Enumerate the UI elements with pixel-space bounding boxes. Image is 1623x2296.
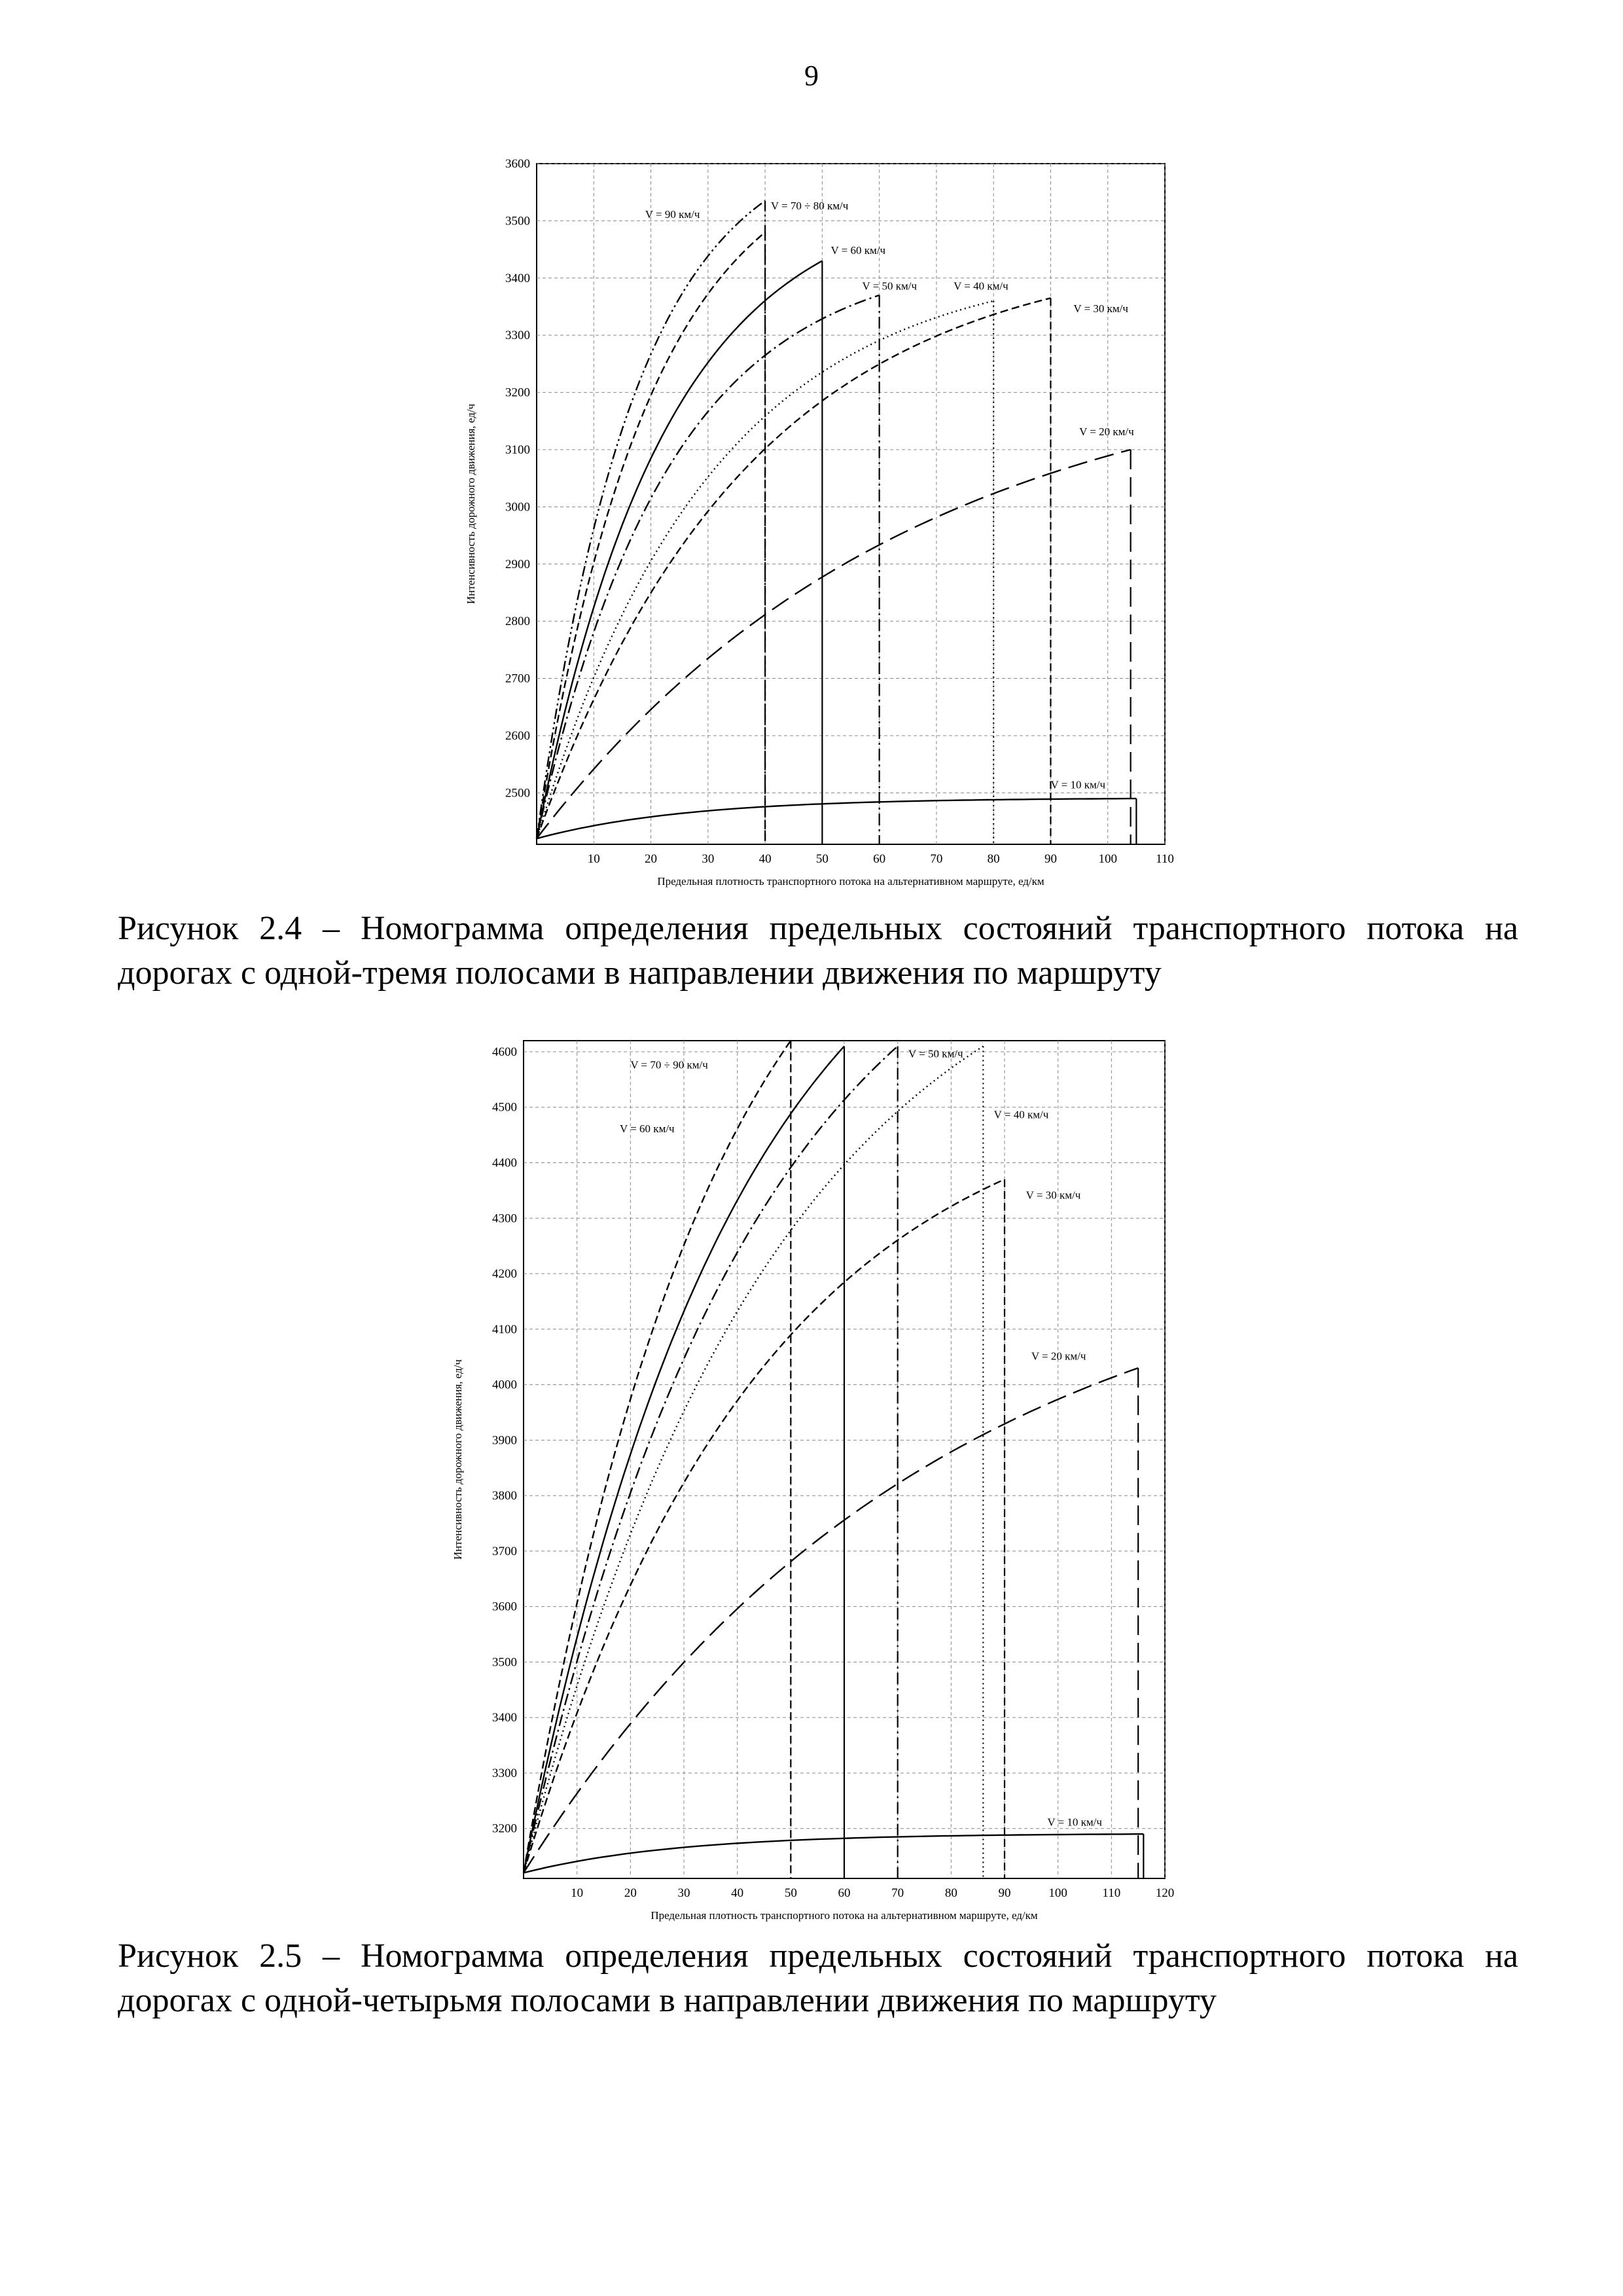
series-label: V = 50 км/ч	[862, 279, 918, 293]
page-number: 9	[804, 60, 819, 92]
y-tick-label: 4500	[492, 1100, 517, 1115]
series-curve	[524, 1047, 898, 1873]
series-label: V = 10 км/ч	[1050, 778, 1106, 791]
series-curve	[524, 1834, 1143, 1873]
y-tick-label: 4400	[492, 1156, 517, 1170]
y-tick-label: 3200	[492, 1821, 517, 1836]
y-tick-label: 2700	[505, 672, 530, 686]
y-tick-label: 3300	[505, 329, 530, 343]
series-label: V = 60 км/ч	[620, 1122, 675, 1135]
y-tick-label: 4600	[492, 1045, 517, 1059]
x-tick-label: 40	[731, 1886, 744, 1900]
y-tick-label: 2900	[505, 557, 530, 571]
y-tick-label: 3100	[505, 442, 530, 457]
x-tick-label: 90	[1044, 852, 1057, 866]
series-label: V = 50 км/ч	[908, 1047, 963, 1060]
series-label: V = 10 км/ч	[1047, 1816, 1102, 1829]
x-tick-label: 50	[784, 1886, 797, 1900]
y-tick-label: 2800	[505, 615, 530, 629]
x-tick-label: 70	[930, 852, 943, 866]
y-tick-label: 4100	[492, 1322, 517, 1336]
x-tick-label: 10	[571, 1886, 584, 1900]
x-axis-label: Предельная плотность транспортного потока на альтернативном маршруте, ед/км	[657, 875, 1044, 888]
series-label: V = 90 км/ч	[645, 208, 700, 221]
y-tick-label: 3900	[492, 1433, 517, 1448]
series-label: V = 30 км/ч	[1026, 1189, 1081, 1202]
y-tick-label: 3000	[505, 500, 530, 514]
nomogram-chart-1	[445, 151, 1178, 916]
x-tick-label: 110	[1102, 1886, 1121, 1900]
x-tick-label: 20	[624, 1886, 637, 1900]
x-tick-label: 100	[1048, 1886, 1067, 1900]
series-label: V = 30 км/ч	[1073, 302, 1128, 315]
series-label: V = 70 ÷ 80 км/ч	[770, 199, 849, 212]
figure-caption-2-4: Рисунок 2.4 – Номограмма определения предельных состояний транспортного потока на дорогах с одной-тремя полосами в направлении движения по маршруту	[118, 910, 1518, 992]
series-label: V = 20 км/ч	[1031, 1350, 1086, 1363]
nomogram-chart-2	[445, 1028, 1178, 1931]
x-tick-label: 70	[891, 1886, 904, 1900]
x-tick-label: 60	[838, 1886, 851, 1900]
x-tick-label: 30	[702, 852, 715, 866]
series-curve	[537, 298, 1051, 838]
series-curve	[537, 798, 1136, 838]
y-tick-label: 3500	[505, 214, 530, 228]
series-curve	[537, 450, 1131, 838]
series-label: V = 20 км/ч	[1079, 425, 1134, 439]
y-tick-label: 2600	[505, 728, 530, 743]
x-tick-label: 100	[1098, 852, 1117, 866]
y-tick-label: 3400	[492, 1711, 517, 1725]
x-tick-label: 40	[758, 852, 772, 866]
y-tick-label: 3300	[492, 1766, 517, 1780]
y-tick-label: 3200	[505, 386, 530, 400]
y-tick-label: 3400	[505, 271, 530, 285]
y-tick-label: 4300	[492, 1211, 517, 1226]
y-tick-label: 3600	[505, 157, 530, 171]
x-tick-label: 30	[677, 1886, 690, 1900]
x-tick-label: 10	[587, 852, 600, 866]
figure-caption-2-5: Рисунок 2.5 – Номограмма определения предельных состояний транспортного потока на дорогах с одной-четырьмя полосами в направлении движения по маршруту	[118, 1937, 1518, 2019]
y-tick-label: 3700	[492, 1544, 517, 1558]
y-axis-label: Интенсивность дорожного движения, ед/ч	[452, 1359, 464, 1560]
series-label: V = 60 км/ч	[830, 244, 886, 257]
y-tick-label: 2500	[505, 786, 530, 800]
y-tick-label: 3500	[492, 1655, 517, 1670]
y-tick-label: 3600	[492, 1600, 517, 1614]
y-tick-label: 4000	[492, 1378, 517, 1392]
y-axis-label: Интенсивность дорожного движения, ед/ч	[465, 403, 477, 605]
x-tick-label: 80	[987, 852, 1000, 866]
series-curve	[524, 1368, 1138, 1873]
x-tick-label: 110	[1156, 852, 1174, 866]
x-tick-label: 60	[873, 852, 886, 866]
x-tick-label: 50	[815, 852, 829, 866]
y-tick-label: 4200	[492, 1267, 517, 1282]
x-tick-label: 80	[944, 1886, 957, 1900]
x-tick-label: 120	[1155, 1886, 1175, 1900]
x-tick-label: 20	[645, 852, 658, 866]
x-axis-label: Предельная плотность транспортного потока на альтернативном маршруте, ед/км	[651, 1909, 1038, 1922]
series-label: V = 40 км/ч	[993, 1108, 1049, 1121]
series-label: V = 70 ÷ 90 км/ч	[630, 1058, 708, 1071]
x-tick-label: 90	[998, 1886, 1011, 1900]
y-tick-label: 3800	[492, 1489, 517, 1503]
series-label: V = 40 км/ч	[954, 279, 1008, 293]
series-curve	[524, 1047, 983, 1873]
